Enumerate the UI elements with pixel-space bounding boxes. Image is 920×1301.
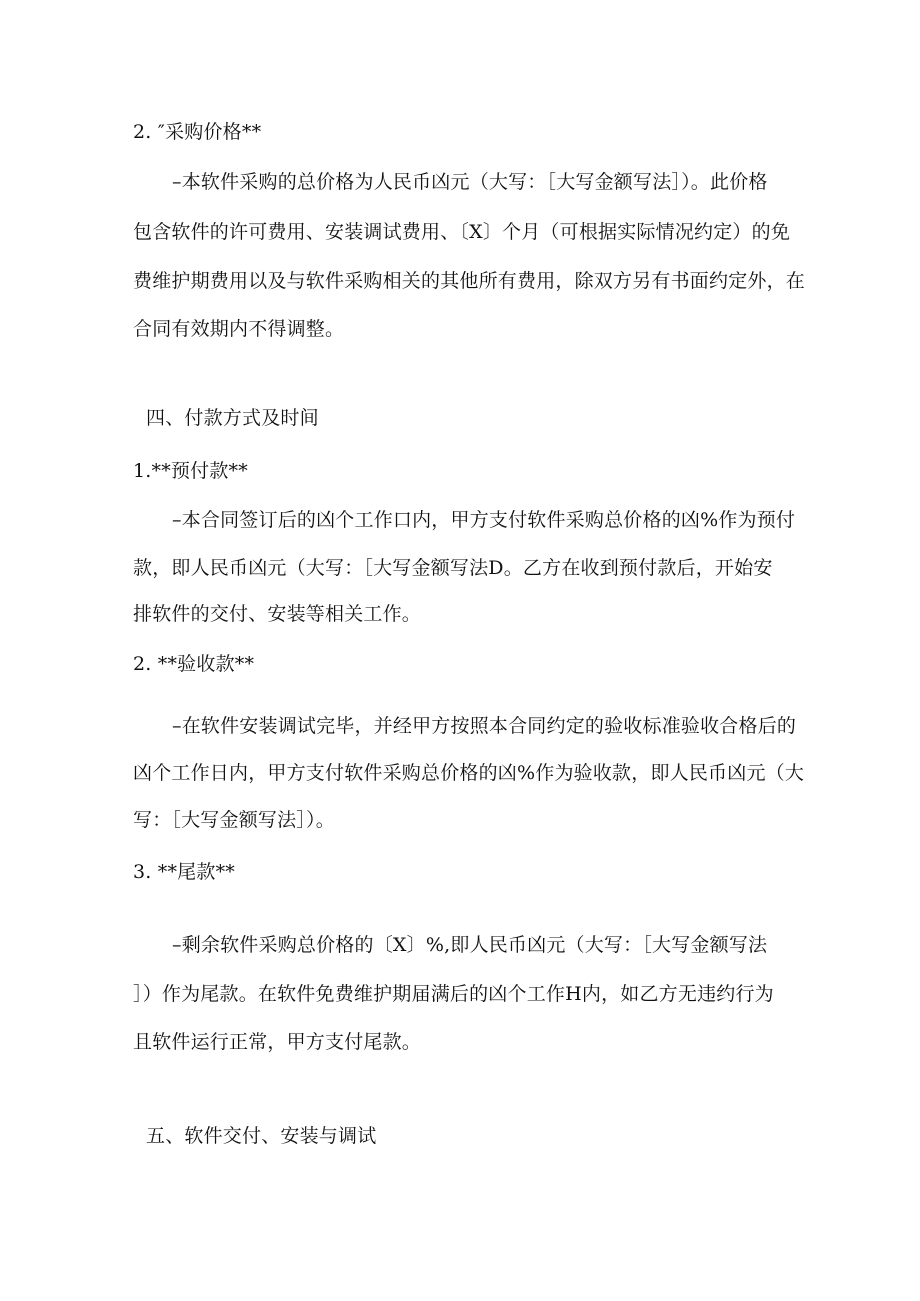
section-heading-payment: 四、付款方式及时间 [146,407,319,429]
clause-heading-advance-payment: 1.**预付款** [133,460,248,482]
clause-heading-final-payment: 3. **尾款** [133,861,235,883]
paragraph-line: 且软件运行正常，甲方支付尾款。 [133,1031,422,1053]
clause-heading-purchase-price: 2. ″采购价格** [133,121,262,143]
paragraph-line: 款，即人民币凶元（大写：［大写金额写法D。乙方在收到预付款后，开始安 [133,557,773,579]
paragraph-line: 合同有效期内不得调整。 [133,318,345,340]
paragraph-line: 包含软件的许可费用、安装调试费用、〔X〕个月（可根据实际情况约定）的免 [133,221,791,243]
paragraph-line: –剩余软件采购总价格的〔X〕%,即人民币凶元（大写：［大写金额写法 [172,934,768,956]
clause-heading-acceptance-payment: 2. **验收款** [133,653,255,675]
paragraph-line: 写：［大写金额写法］）。 [133,809,335,831]
paragraph-line: 凶个工作日内，甲方支付软件采购总价格的凶%作为验收款，即人民币凶元（大 [133,762,805,784]
paragraph-line: 费维护期费用以及与软件采购相关的其他所有费用，除双方另有书面约定外，在 [133,270,806,292]
paragraph-line: –本合同签订后的凶个工作口内，甲方支付软件采购总价格的凶%作为预付 [172,509,796,531]
paragraph-line: –在软件安装调试完毕，并经甲方按照本合同约定的验收标准验收合格后的 [172,715,797,737]
paragraph-line: –本软件采购的总价格为人民币凶元（大写：［大写金额写法］）。此价格 [172,171,768,193]
section-heading-delivery: 五、软件交付、安装与调试 [146,1125,377,1147]
paragraph-line: 排软件的交付、安装等相关工作。 [133,603,422,625]
paragraph-line: ］）作为尾款。在软件免费维护期届满后的凶个工作H内，如乙方无违约行为 [133,983,774,1005]
